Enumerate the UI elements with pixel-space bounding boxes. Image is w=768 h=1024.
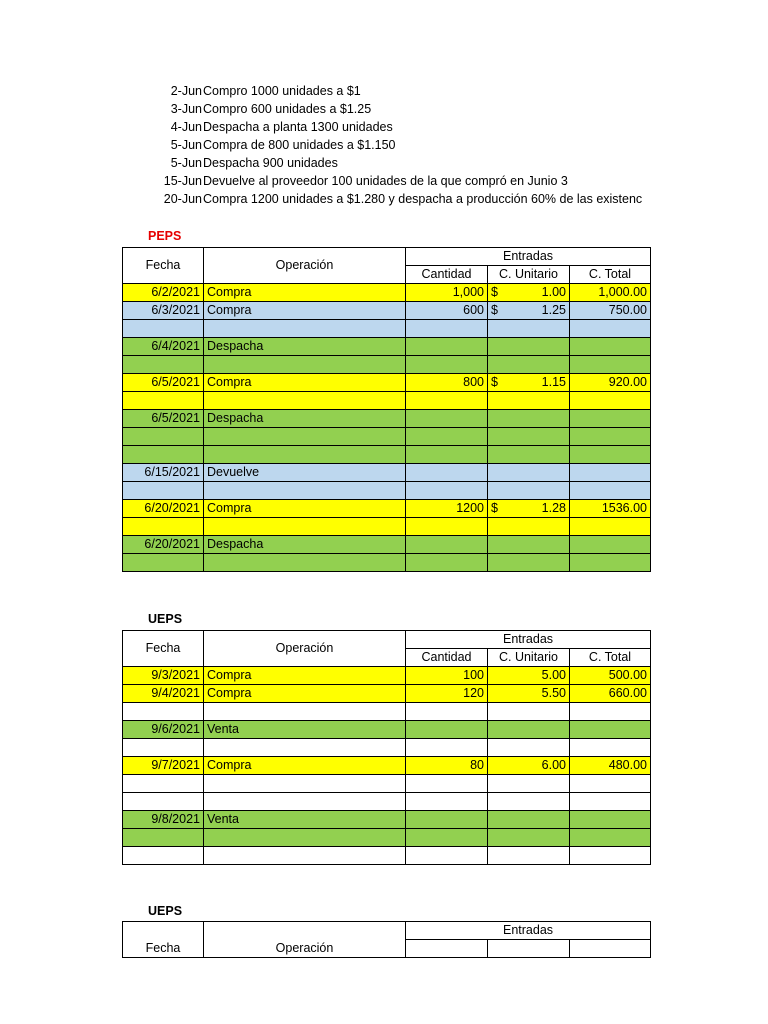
cell-operacion — [204, 428, 406, 446]
cell-fecha-value: 6/2/2021 — [151, 285, 200, 299]
header-fecha: Fecha — [123, 248, 204, 284]
cell-fecha — [123, 829, 204, 847]
cell-unitario-value: 1.15 — [541, 375, 566, 389]
cell-total — [570, 410, 651, 428]
cell-unitario — [488, 554, 570, 572]
cell-operacion — [204, 374, 406, 392]
cell-cantidad — [406, 500, 488, 518]
transaction-line — [0, 100, 650, 118]
cell-cantidad-value: 100 — [463, 668, 484, 682]
transaction-line — [0, 172, 650, 190]
cell-fecha — [123, 536, 204, 554]
cell-unitario — [488, 811, 570, 829]
cell-cantidad — [406, 554, 488, 572]
cell-cantidad-value: 120 — [463, 686, 484, 700]
peps-body — [123, 284, 651, 572]
ueps-title: UEPS — [148, 612, 183, 626]
cell-fecha-value: 6/15/2021 — [144, 465, 200, 479]
cell-total — [570, 685, 651, 703]
cell-operacion — [204, 320, 406, 338]
cell-operacion — [204, 667, 406, 685]
cell-fecha — [123, 685, 204, 703]
cell-cantidad — [406, 829, 488, 847]
header-total: C. Total — [570, 266, 651, 284]
cell-unitario — [488, 392, 570, 410]
cell-total — [570, 284, 651, 302]
cell-fecha — [123, 428, 204, 446]
cell-total — [570, 518, 651, 536]
transaction-line — [0, 82, 650, 100]
cell-cantidad — [406, 392, 488, 410]
cell-total — [570, 320, 651, 338]
currency-symbol: $ — [491, 285, 498, 299]
transaction-line — [0, 136, 650, 154]
cell-fecha-value: 6/5/2021 — [151, 411, 200, 425]
cell-unitario — [488, 500, 570, 518]
cell-operacion — [204, 356, 406, 374]
cell-operacion — [204, 302, 406, 320]
transaction-text: Compro 1000 unidades a $1 — [203, 84, 361, 98]
cell-fecha — [123, 847, 204, 865]
table-row — [123, 554, 651, 572]
cell-cantidad — [406, 667, 488, 685]
cell-operacion — [204, 775, 406, 793]
table-row — [123, 518, 651, 536]
table-row — [123, 446, 651, 464]
cell-fecha — [123, 338, 204, 356]
cell-unitario — [488, 721, 570, 739]
cell-unitario — [488, 410, 570, 428]
cell-fecha-value: 6/20/2021 — [144, 501, 200, 515]
cell-operacion — [204, 847, 406, 865]
cell-cantidad — [406, 320, 488, 338]
cell-operacion-value: Despacha — [207, 411, 264, 425]
cell-operacion — [204, 793, 406, 811]
cell-total — [570, 482, 651, 500]
cell-operacion-value: Compra — [207, 501, 252, 515]
cell-unitario-value: 1.28 — [541, 501, 566, 515]
cell-fecha — [123, 757, 204, 775]
cell-cantidad — [406, 338, 488, 356]
cell-unitario — [488, 667, 570, 685]
cell-total — [570, 721, 651, 739]
table-row — [123, 284, 651, 302]
cell-fecha — [123, 667, 204, 685]
cell-unitario-value: 1.00 — [541, 285, 566, 299]
cell-cantidad-value: 1200 — [456, 501, 484, 515]
cell-cantidad — [406, 536, 488, 554]
cell-fecha — [123, 775, 204, 793]
transaction-text: Devuelve al proveedor 100 unidades de la que compró en Junio 3 — [203, 174, 568, 188]
header-operacion: Operación — [204, 631, 406, 667]
currency-symbol: $ — [491, 375, 498, 389]
currency-symbol: $ — [491, 501, 498, 515]
table-row — [123, 811, 651, 829]
header-operacion: Operación — [204, 922, 406, 958]
cell-fecha — [123, 554, 204, 572]
transaction-date: 5-Jun — [170, 156, 202, 170]
cell-operacion — [204, 829, 406, 847]
table-row — [123, 536, 651, 554]
table-row — [123, 847, 651, 865]
cell-cantidad — [406, 482, 488, 500]
cell-total — [570, 446, 651, 464]
transaction-text: Compro 600 unidades a $1.25 — [203, 102, 372, 116]
table-row — [123, 320, 651, 338]
table-row — [123, 500, 651, 518]
transaction-text: Despacha 900 unidades — [203, 156, 338, 170]
cell-total-value: 750.00 — [608, 303, 647, 317]
cell-operacion — [204, 500, 406, 518]
cell-fecha — [123, 410, 204, 428]
cell-cantidad — [406, 518, 488, 536]
cell-operacion — [204, 464, 406, 482]
cell-fecha-value: 9/3/2021 — [151, 668, 200, 682]
cell-operacion-value: Devuelve — [207, 465, 260, 479]
cell-operacion — [204, 392, 406, 410]
cell-operacion-value: Venta — [207, 812, 239, 826]
cell-cantidad — [406, 793, 488, 811]
cell-operacion — [204, 703, 406, 721]
header-total — [570, 940, 651, 958]
cell-unitario-value: 5.00 — [541, 668, 566, 682]
transaction-date: 3-Jun — [170, 102, 202, 116]
header-unitario: C. Unitario — [488, 649, 570, 667]
cell-operacion — [204, 482, 406, 500]
header-cantidad: Cantidad — [406, 266, 488, 284]
cell-unitario-value: 1.25 — [541, 303, 566, 317]
cell-total — [570, 536, 651, 554]
cell-operacion — [204, 811, 406, 829]
cell-total-value: 480.00 — [608, 758, 647, 772]
table-row — [123, 464, 651, 482]
cell-fecha-value: 9/6/2021 — [151, 722, 200, 736]
table-row — [123, 356, 651, 374]
table-row — [123, 775, 651, 793]
cell-operacion — [204, 757, 406, 775]
header-cantidad — [406, 940, 488, 958]
transaction-date: 20-Jun — [163, 192, 202, 206]
cell-operacion-value: Despacha — [207, 339, 264, 353]
cell-unitario — [488, 757, 570, 775]
cell-fecha — [123, 302, 204, 320]
cell-fecha-value: 9/4/2021 — [151, 686, 200, 700]
cell-operacion — [204, 338, 406, 356]
cell-fecha — [123, 464, 204, 482]
cell-cantidad — [406, 775, 488, 793]
cell-operacion — [204, 721, 406, 739]
cell-operacion-value: Compra — [207, 686, 252, 700]
cell-fecha-value: 6/3/2021 — [151, 303, 200, 317]
cell-unitario — [488, 518, 570, 536]
transaction-text: Despacha a planta 1300 unidades — [203, 120, 393, 134]
header-cantidad: Cantidad — [406, 649, 488, 667]
cell-unitario-value: 6.00 — [541, 758, 566, 772]
cell-fecha-value: 6/20/2021 — [144, 537, 200, 551]
cell-fecha — [123, 811, 204, 829]
cell-unitario — [488, 536, 570, 554]
cell-cantidad — [406, 464, 488, 482]
cell-operacion-value: Despacha — [207, 537, 264, 551]
cell-cantidad — [406, 757, 488, 775]
cell-unitario — [488, 829, 570, 847]
cell-cantidad — [406, 739, 488, 757]
transaction-list — [0, 82, 650, 208]
table-row — [123, 739, 651, 757]
header-operacion: Operación — [204, 248, 406, 284]
peps-title: PEPS — [148, 229, 182, 243]
cell-cantidad — [406, 685, 488, 703]
cell-cantidad — [406, 302, 488, 320]
cell-operacion — [204, 536, 406, 554]
table-row — [123, 392, 651, 410]
cell-unitario — [488, 775, 570, 793]
cell-fecha — [123, 392, 204, 410]
cell-total — [570, 338, 651, 356]
transaction-text: Compra de 800 unidades a $1.150 — [203, 138, 396, 152]
cell-total-value: 1,000.00 — [598, 285, 647, 299]
cell-cantidad — [406, 356, 488, 374]
cell-unitario — [488, 482, 570, 500]
cell-fecha-value: 9/7/2021 — [151, 758, 200, 772]
table-row — [123, 757, 651, 775]
cell-operacion-value: Compra — [207, 303, 252, 317]
cell-total — [570, 392, 651, 410]
header-unitario — [488, 940, 570, 958]
cell-fecha — [123, 356, 204, 374]
table-row — [123, 793, 651, 811]
cell-cantidad — [406, 703, 488, 721]
peps-table — [122, 247, 651, 572]
cell-unitario-value: 5.50 — [541, 686, 566, 700]
currency-symbol: $ — [491, 303, 498, 317]
ueps2-title: UEPS — [148, 904, 183, 918]
ueps2-table-clip — [0, 920, 768, 955]
table-row — [123, 703, 651, 721]
cell-total — [570, 356, 651, 374]
cell-operacion — [204, 410, 406, 428]
cell-unitario — [488, 847, 570, 865]
cell-unitario — [488, 446, 570, 464]
cell-cantidad — [406, 811, 488, 829]
cell-total — [570, 793, 651, 811]
cell-fecha — [123, 284, 204, 302]
cell-fecha — [123, 739, 204, 757]
cell-operacion — [204, 284, 406, 302]
cell-total-value: 660.00 — [608, 686, 647, 700]
table-row — [123, 410, 651, 428]
cell-fecha — [123, 793, 204, 811]
cell-fecha — [123, 374, 204, 392]
cell-total — [570, 554, 651, 572]
transaction-date: 15-Jun — [163, 174, 202, 188]
cell-total — [570, 811, 651, 829]
cell-operacion — [204, 739, 406, 757]
transaction-line — [0, 154, 650, 172]
cell-unitario — [488, 793, 570, 811]
cell-total — [570, 829, 651, 847]
cell-total-value: 920.00 — [608, 375, 647, 389]
cell-total — [570, 667, 651, 685]
table-row — [123, 338, 651, 356]
cell-fecha — [123, 721, 204, 739]
cell-fecha — [123, 320, 204, 338]
ueps-body — [123, 667, 651, 865]
cell-cantidad-value: 600 — [463, 303, 484, 317]
cell-operacion-value: Venta — [207, 722, 239, 736]
cell-total — [570, 703, 651, 721]
cell-total-value: 1536.00 — [601, 501, 647, 515]
cell-operacion — [204, 518, 406, 536]
cell-fecha-value: 6/5/2021 — [151, 375, 200, 389]
cell-operacion-value: Compra — [207, 375, 252, 389]
transaction-line — [0, 118, 650, 136]
cell-fecha — [123, 446, 204, 464]
table-row — [123, 482, 651, 500]
cell-unitario — [488, 302, 570, 320]
header-unitario: C. Unitario — [488, 266, 570, 284]
cell-unitario — [488, 464, 570, 482]
table-row — [123, 667, 651, 685]
header-entradas: Entradas — [406, 922, 651, 940]
cell-cantidad-value: 800 — [463, 375, 484, 389]
cell-unitario — [488, 338, 570, 356]
cell-operacion-value: Compra — [207, 285, 252, 299]
cell-operacion-value: Compra — [207, 758, 252, 772]
cell-unitario — [488, 739, 570, 757]
cell-operacion — [204, 554, 406, 572]
table-row — [123, 374, 651, 392]
cell-unitario — [488, 356, 570, 374]
table-row — [123, 428, 651, 446]
table-row — [123, 829, 651, 847]
ueps-table — [122, 630, 651, 865]
cell-unitario — [488, 320, 570, 338]
table-row — [123, 721, 651, 739]
header-fecha: Fecha — [123, 631, 204, 667]
cell-cantidad — [406, 428, 488, 446]
cell-unitario — [488, 685, 570, 703]
cell-total-value: 500.00 — [608, 668, 647, 682]
cell-total — [570, 374, 651, 392]
cell-cantidad-value: 80 — [470, 758, 484, 772]
transaction-line — [0, 190, 650, 208]
cell-cantidad — [406, 721, 488, 739]
cell-fecha — [123, 500, 204, 518]
cell-operacion — [204, 446, 406, 464]
header-entradas: Entradas — [406, 631, 651, 649]
cell-unitario — [488, 374, 570, 392]
cell-cantidad — [406, 374, 488, 392]
transaction-date: 5-Jun — [170, 138, 202, 152]
cell-operacion — [204, 685, 406, 703]
cell-unitario — [488, 428, 570, 446]
cell-fecha — [123, 482, 204, 500]
cell-total — [570, 428, 651, 446]
cell-total — [570, 500, 651, 518]
cell-total — [570, 847, 651, 865]
cell-unitario — [488, 703, 570, 721]
cell-total — [570, 302, 651, 320]
cell-fecha — [123, 703, 204, 721]
cell-cantidad — [406, 284, 488, 302]
cell-cantidad-value: 1,000 — [452, 285, 484, 299]
table-row — [123, 685, 651, 703]
header-entradas: Entradas — [406, 248, 651, 266]
cell-total — [570, 739, 651, 757]
cell-total — [570, 775, 651, 793]
cell-fecha-value: 6/4/2021 — [151, 339, 200, 353]
table-row — [123, 302, 651, 320]
cell-fecha — [123, 518, 204, 536]
cell-cantidad — [406, 847, 488, 865]
cell-cantidad — [406, 446, 488, 464]
header-fecha: Fecha — [123, 922, 204, 958]
cell-operacion-value: Compra — [207, 668, 252, 682]
header-total: C. Total — [570, 649, 651, 667]
transaction-date: 4-Jun — [170, 120, 202, 134]
transaction-date: 2-Jun — [170, 84, 202, 98]
cell-total — [570, 757, 651, 775]
transaction-text: Compra 1200 unidades a $1.280 y despacha a producción 60% de las existenc — [203, 192, 643, 206]
cell-unitario — [488, 284, 570, 302]
cell-total — [570, 464, 651, 482]
cell-fecha-value: 9/8/2021 — [151, 812, 200, 826]
ueps2-table — [122, 921, 651, 958]
cell-cantidad — [406, 410, 488, 428]
